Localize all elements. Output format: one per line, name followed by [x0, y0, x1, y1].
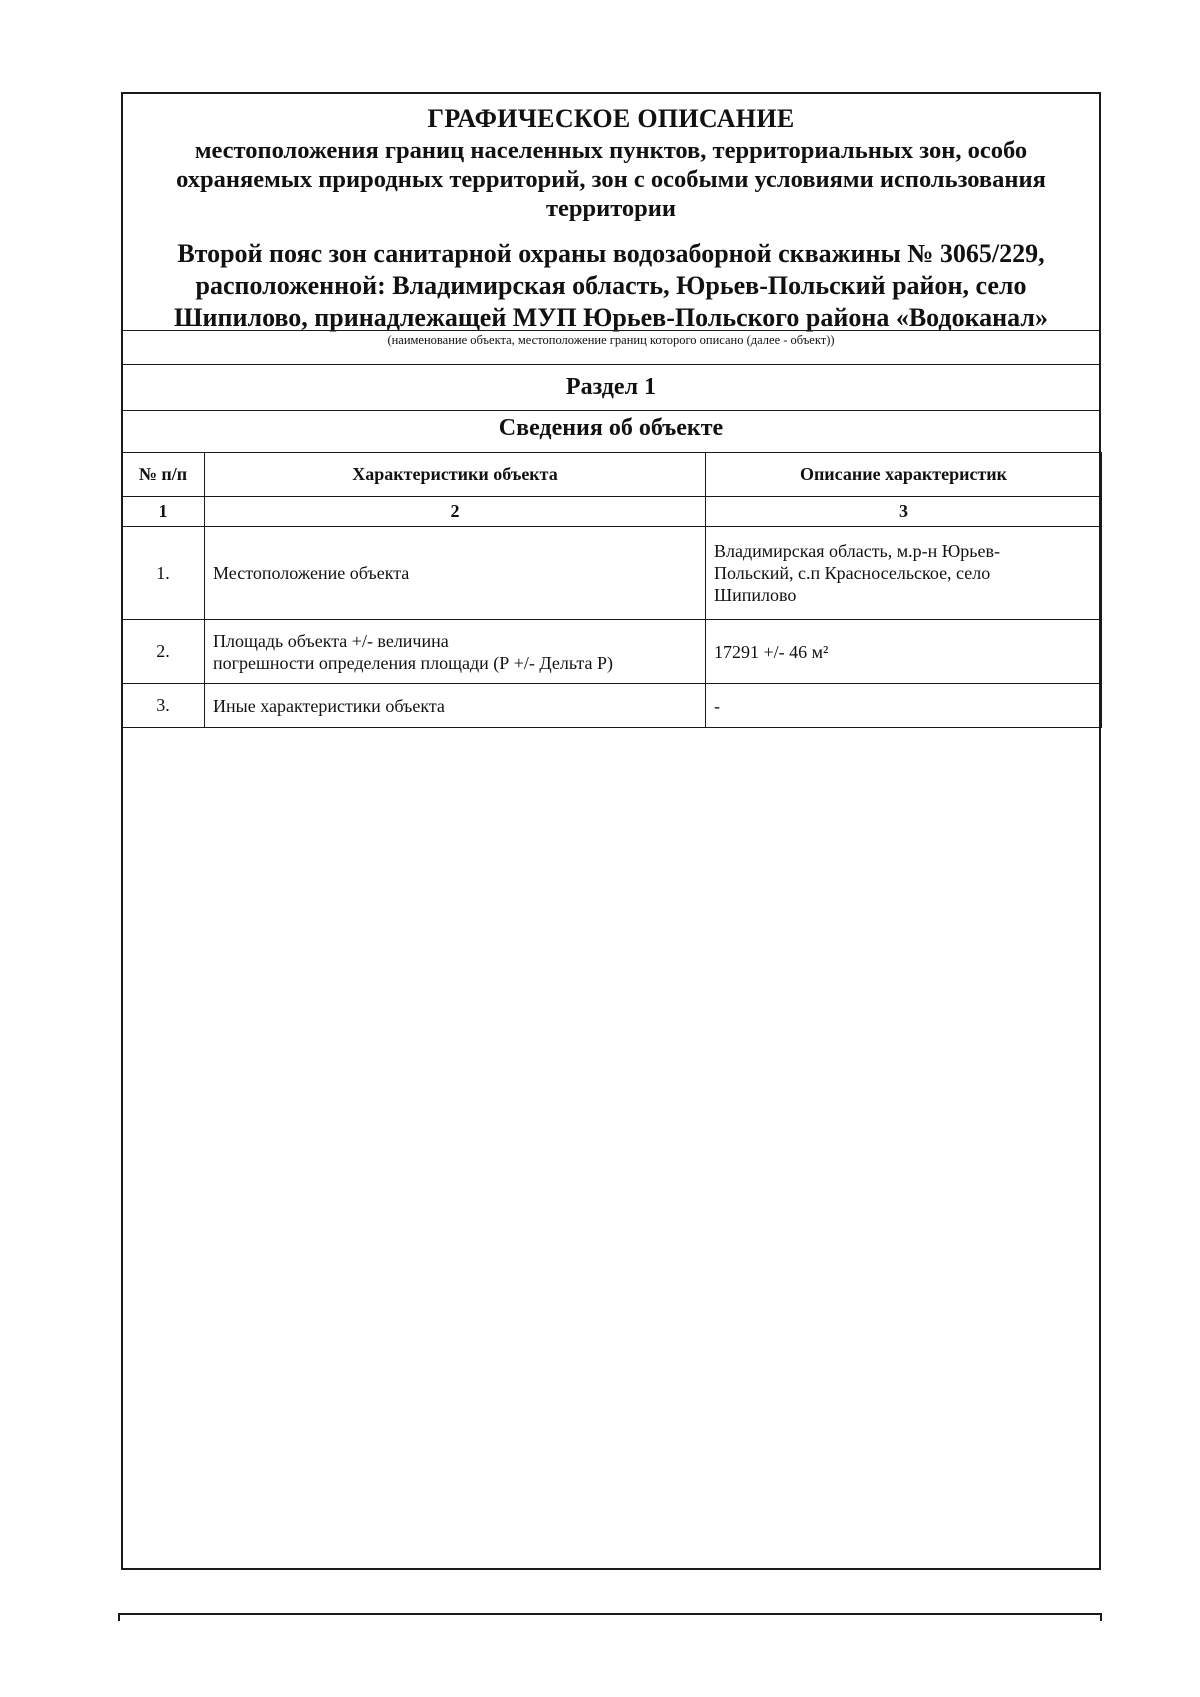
section-title: Раздел 1 — [565, 374, 657, 400]
row-number: 3. — [122, 684, 205, 728]
row-description-line: Владимирская область, м.р-н Юрьев- — [714, 541, 1000, 561]
row-characteristic — [205, 620, 706, 684]
header-description: Описание характеристик — [706, 453, 1102, 497]
object-caption: (наименование объекта, местоположение границ которого описано (далее - объект)) — [387, 333, 835, 347]
divider — [123, 330, 1099, 331]
bottom-frame-tick — [1100, 1613, 1102, 1621]
row-description: 17291 +/- 46 м² — [706, 620, 1102, 684]
object-name-line: Второй пояс зон санитарной охраны водозаборной скважины № 3065/229, — [177, 239, 1045, 268]
divider — [123, 410, 1099, 411]
document-subtitle-line: территории — [545, 195, 677, 222]
object-name-line: Шипилово, принадлежащей МУП Юрьев-Польского района «Водоканал» — [174, 303, 1048, 332]
header-characteristic: Характеристики объекта — [205, 453, 706, 497]
table-header-row — [122, 453, 1102, 497]
table-row — [122, 620, 1102, 684]
row-characteristic-line: Площадь объекта +/- величина — [213, 630, 449, 651]
object-name-line: расположенной: Владимирская область, Юрьев-Польский район, село — [195, 271, 1027, 300]
document-subtitle — [123, 136, 1099, 223]
bottom-frame-edge — [118, 1613, 1102, 1615]
row-characteristic: Иные характеристики объекта — [205, 684, 706, 728]
document-title: ГРАФИЧЕСКОЕ ОПИСАНИЕ — [427, 104, 795, 133]
section-subtitle: Сведения об объекте — [498, 415, 724, 441]
document-subtitle-line: охраняемых природных территорий, зон с особыми условиями использования — [176, 166, 1046, 193]
header-number: № п/п — [122, 453, 205, 497]
divider — [123, 364, 1099, 365]
row-description: - — [706, 684, 1102, 728]
row-description-line: Польский, с.п Красносельское, село — [714, 563, 991, 583]
table-row — [122, 527, 1102, 620]
table-column-number-row — [122, 497, 1102, 527]
document-header — [123, 94, 1099, 337]
row-characteristic-line: погрешности определения площади (Р +/- Дельта Р) — [213, 652, 613, 673]
object-info-table — [121, 452, 1102, 728]
row-number: 1. — [122, 527, 205, 620]
column-number: 3 — [706, 497, 1102, 527]
column-number: 1 — [122, 497, 205, 527]
row-number: 2. — [122, 620, 205, 684]
bottom-frame-tick — [118, 1613, 120, 1621]
row-description — [706, 527, 1102, 620]
table-row — [122, 684, 1102, 728]
document-subtitle-line: местоположения границ населенных пунктов, территориальных зон, особо — [194, 137, 1028, 164]
row-description-line: Шипилово — [714, 585, 797, 605]
column-number: 2 — [205, 497, 706, 527]
document-frame — [121, 92, 1101, 1570]
object-name — [123, 238, 1099, 334]
row-characteristic: Местоположение объекта — [205, 527, 706, 620]
